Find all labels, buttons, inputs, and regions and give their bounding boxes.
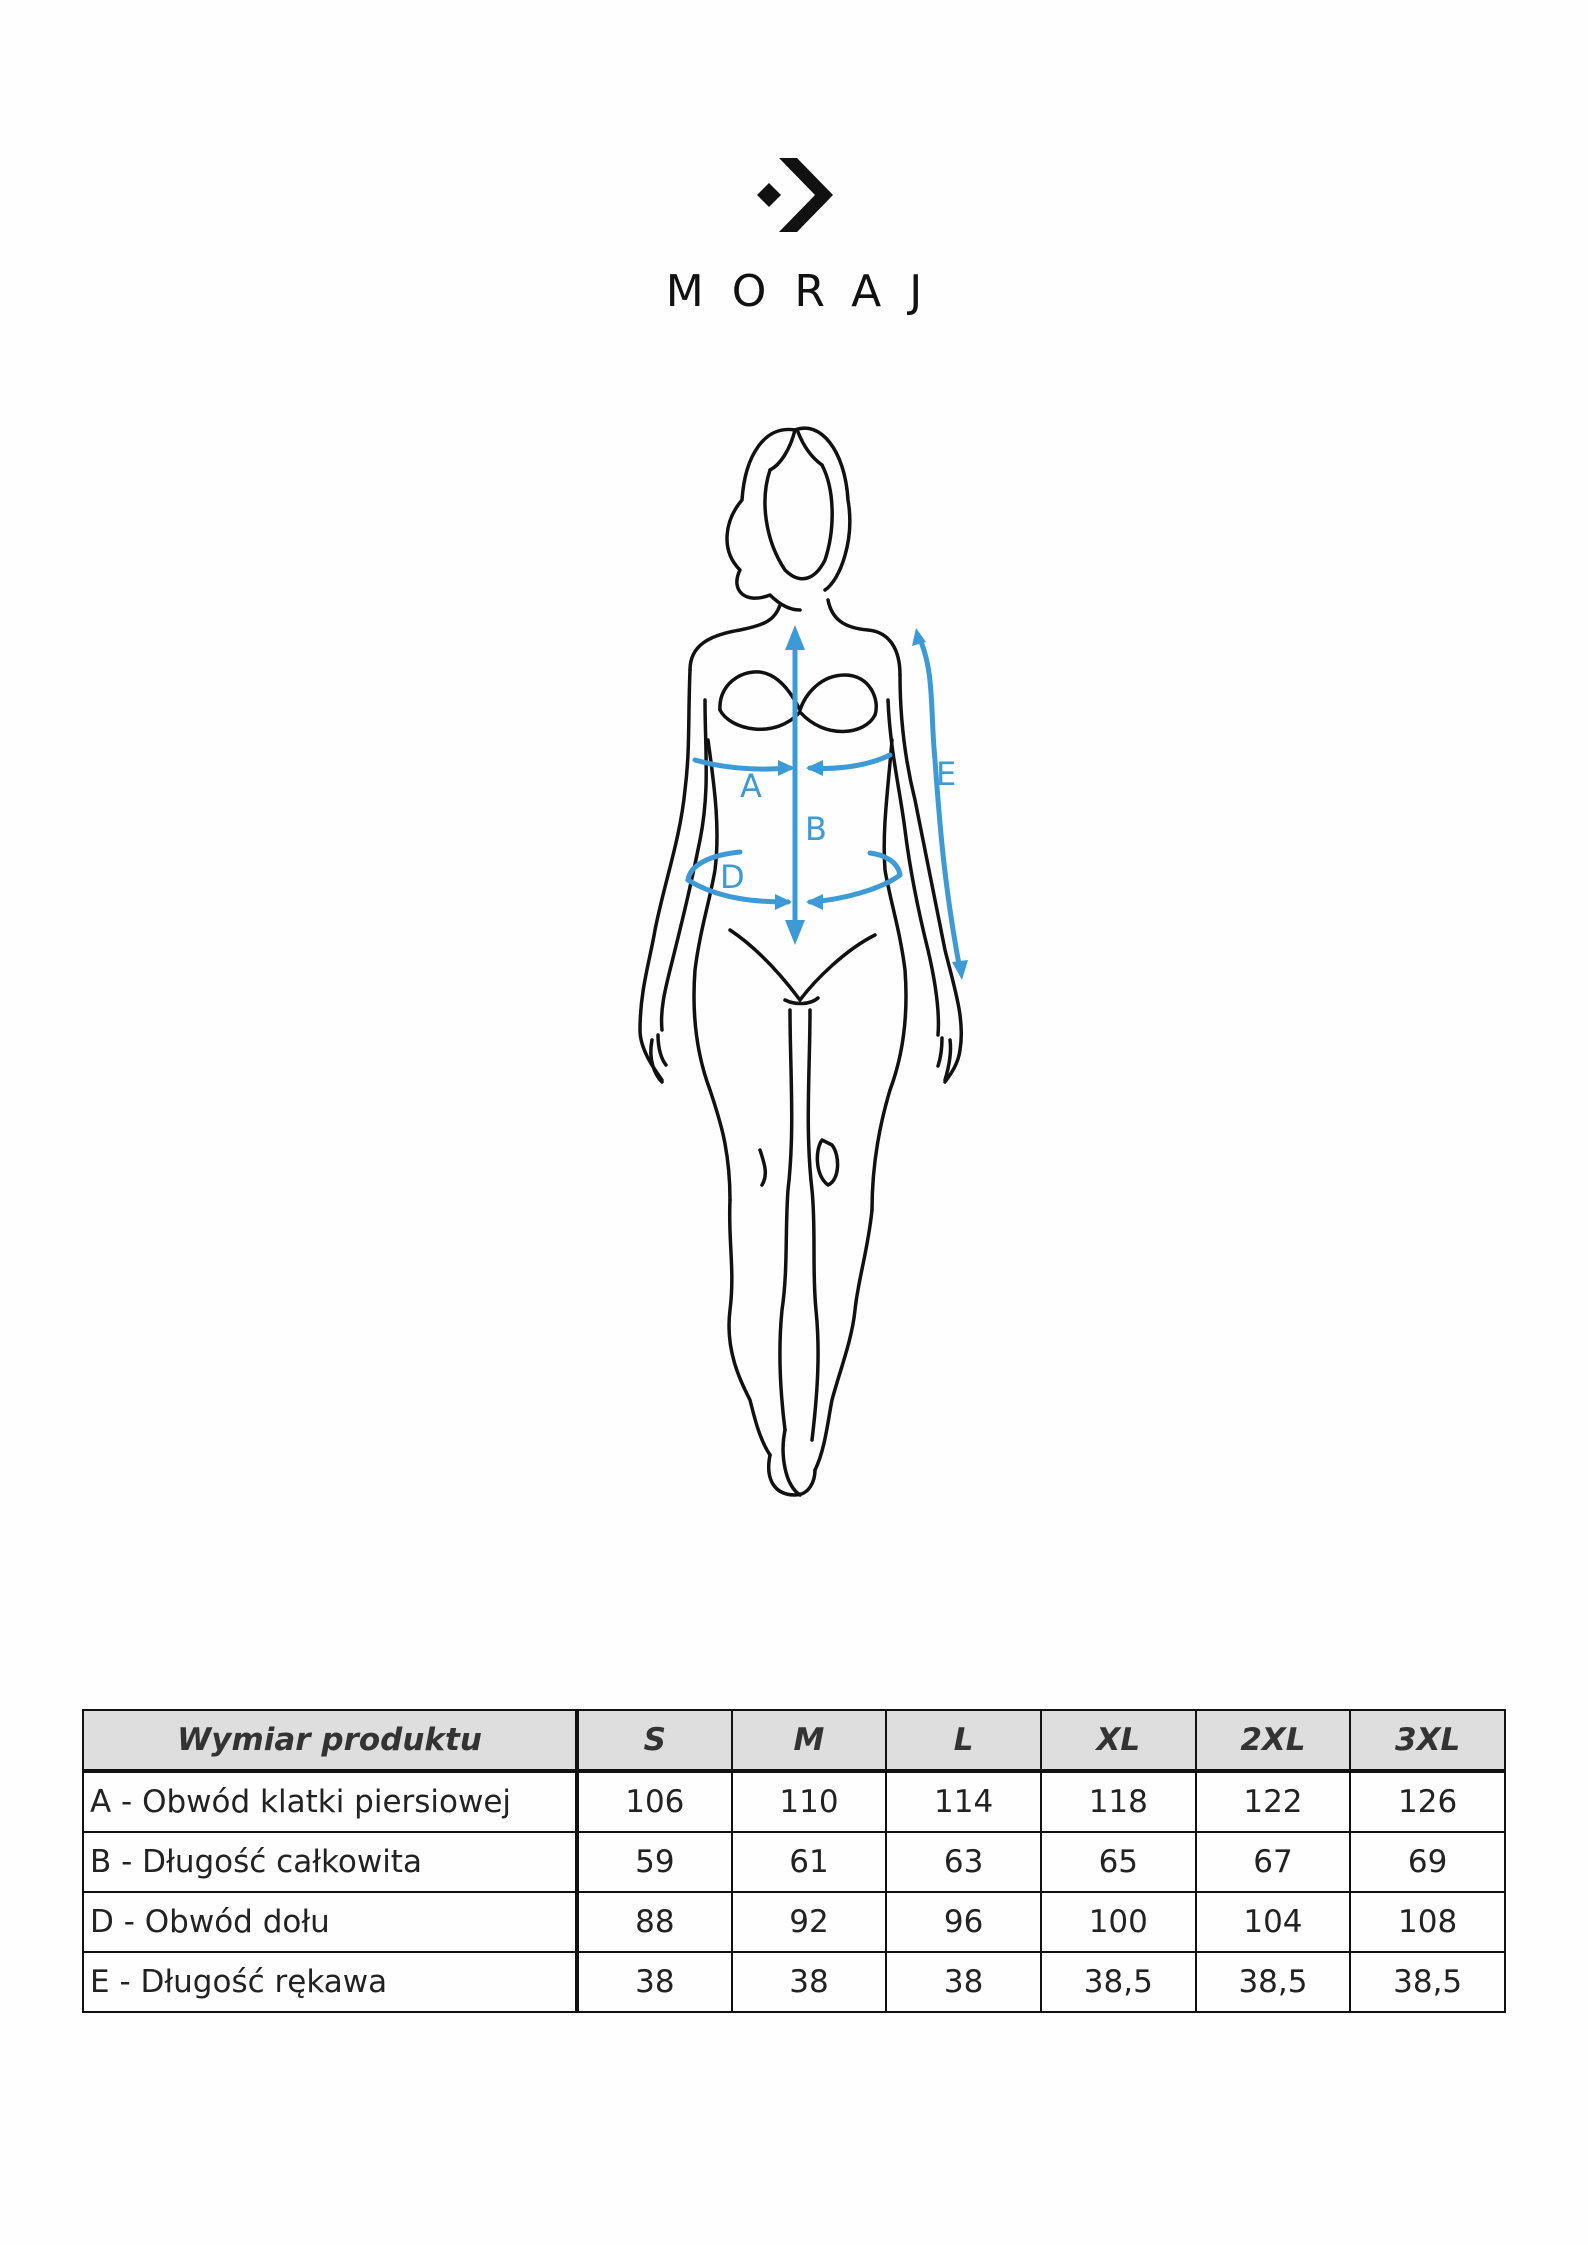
header-cell: M (732, 1710, 887, 1771)
table-cell: 88 (577, 1892, 732, 1952)
table-row (83, 1832, 1505, 1892)
table-cell: 69 (1350, 1832, 1505, 1892)
table-cell: 38,5 (1041, 1952, 1196, 2012)
size-table (82, 1709, 1506, 2013)
table-cell: 65 (1041, 1832, 1196, 1892)
female-body-outline-icon (600, 410, 1000, 1570)
table-cell: 63 (886, 1832, 1041, 1892)
table-cell: 100 (1041, 1892, 1196, 1952)
header-cell: 3XL (1350, 1710, 1505, 1771)
table-cell: 118 (1041, 1771, 1196, 1832)
header-cell: 2XL (1196, 1710, 1351, 1771)
header-cell: Wymiar produktu (83, 1710, 577, 1771)
brand-name: MORAJ (665, 266, 951, 317)
header-cell: XL (1041, 1710, 1196, 1771)
table-row (83, 1771, 1505, 1832)
table-row (83, 1892, 1505, 1952)
table-row (83, 1952, 1505, 2012)
measure-label-b: B (805, 810, 827, 848)
table-cell: 38 (886, 1952, 1041, 2012)
table-cell: 108 (1350, 1892, 1505, 1952)
row-label: D - Obwód dołu (83, 1892, 577, 1952)
table-cell: 114 (886, 1771, 1041, 1832)
table-cell: 67 (1196, 1832, 1351, 1892)
table-cell: 38 (577, 1952, 732, 2012)
measure-label-a: A (740, 767, 762, 805)
table-cell: 61 (732, 1832, 887, 1892)
table-cell: 96 (886, 1892, 1041, 1952)
table-cell: 38 (732, 1952, 887, 2012)
table-cell: 38,5 (1196, 1952, 1351, 2012)
table-cell: 59 (577, 1832, 732, 1892)
row-label: A - Obwód klatki piersiowej (83, 1771, 577, 1832)
table-cell: 106 (577, 1771, 732, 1832)
table-cell: 38,5 (1350, 1952, 1505, 2012)
brand-logo (0, 150, 1588, 317)
header-cell: S (577, 1710, 732, 1771)
row-label: B - Długość całkowita (83, 1832, 577, 1892)
row-label: E - Długość rękawa (83, 1952, 577, 2012)
table-cell: 92 (732, 1892, 887, 1952)
table-cell: 110 (732, 1771, 887, 1832)
measure-label-e: E (936, 755, 957, 793)
moraj-chevron-logo-icon (749, 150, 839, 240)
table-cell: 104 (1196, 1892, 1351, 1952)
measure-label-d: D (720, 858, 745, 896)
table-cell: 122 (1196, 1771, 1351, 1832)
body-measurement-figure (600, 410, 1000, 1570)
table-cell: 126 (1350, 1771, 1505, 1832)
header-cell: L (886, 1710, 1041, 1771)
table-header-row (83, 1710, 1505, 1771)
